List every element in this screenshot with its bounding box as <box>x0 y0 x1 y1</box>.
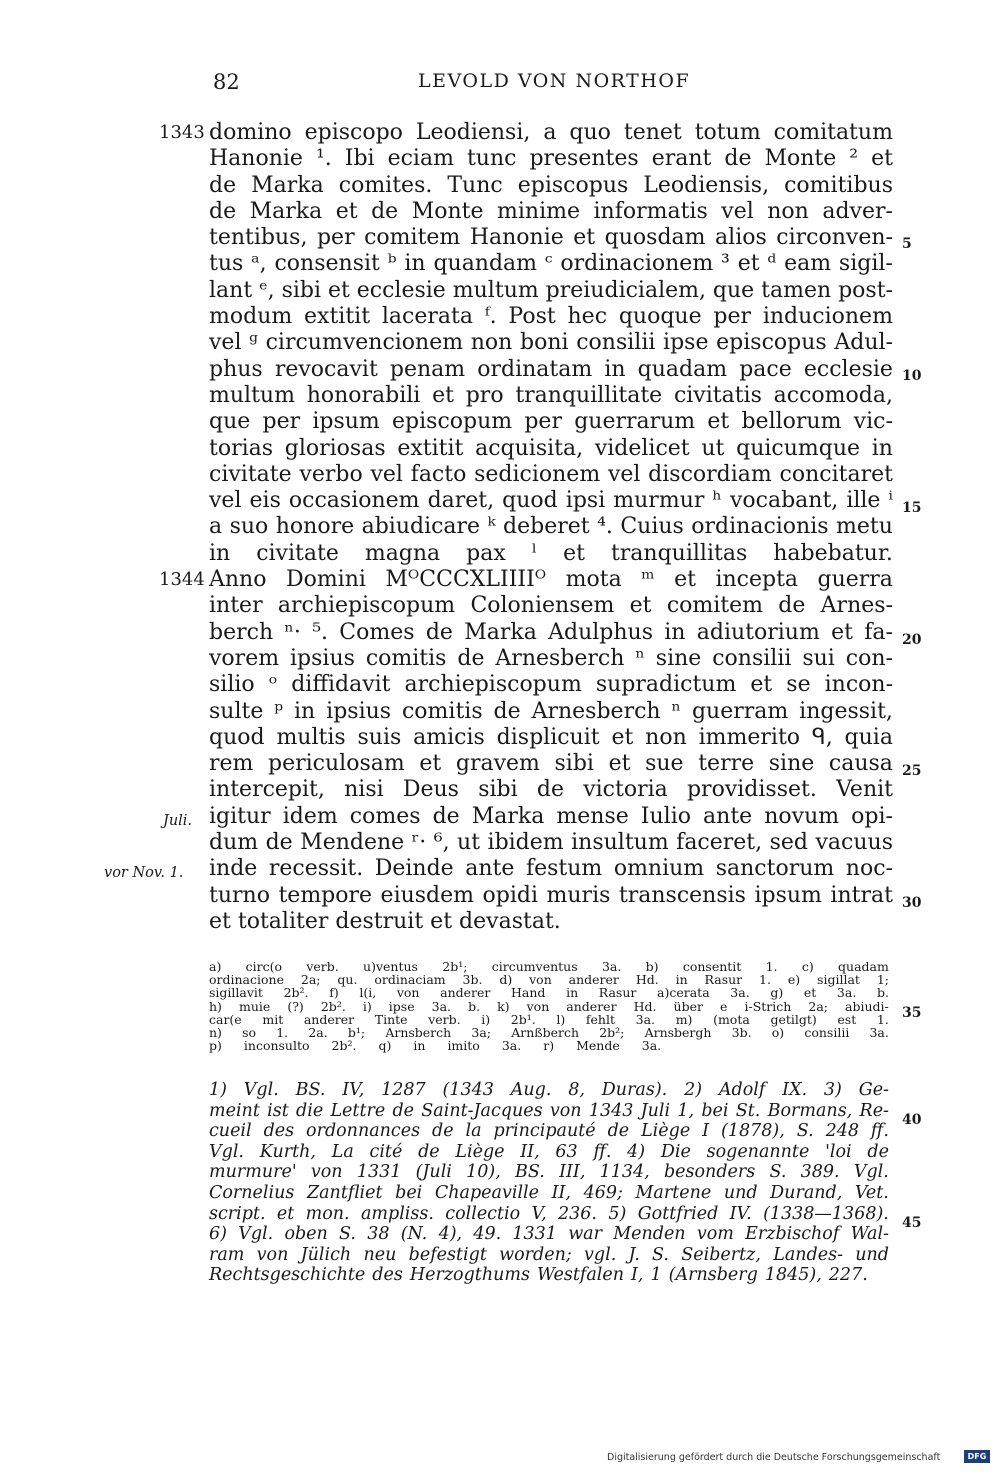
commentary-line: ram von Jülich neu befestigt worden; vgl. J. S. Seibertz, Landes- und <box>209 1244 889 1265</box>
commentary-line: Cornelius Zantfliet bei Chapeaville II, 469; Martene und Durand, Vet. <box>209 1182 889 1203</box>
text-line: turno tempore eiusdem opidi muris transcensis ipsum intrat <box>209 882 893 908</box>
commentary-line: murmure' von 1331 (Juli 10), BS. III, 1134, besonders S. 389. Vgl. <box>209 1162 889 1183</box>
text-line: civitate verbo vel facto sedicionem vel discordiam concitaret <box>209 461 893 487</box>
text-line: a suo honore abiudicare ᵏ deberet ⁴. Cuius ordinacionis metu <box>209 514 893 540</box>
text-line: rem periculosam et gravem sibi et sue terre sine causa <box>209 751 893 777</box>
commentary-notes <box>209 1080 889 1286</box>
main-text <box>209 120 893 935</box>
text-line: vel eis occasionem daret, quod ipsi murmur ʰ vocabant, ille ⁱ <box>209 488 893 514</box>
apparatus-line: a) circ(o verb. u)ventus 2b¹; circumventus 3a. b) consentit 1. c) quadam <box>209 959 889 974</box>
line-number-15: 15 <box>902 500 922 516</box>
line-number-20: 20 <box>902 632 922 648</box>
margin-date-vor-nov: vor Nov. 1. <box>104 865 184 881</box>
text-line: quod multis suis amicis displicuit et non immerito ᑫ, quia <box>209 724 893 750</box>
text-line: lant ᵉ, sibi et ecclesie multum preiudicialem, que tamen post- <box>209 277 893 303</box>
commentary-line: 1) Vgl. BS. IV, 1287 (1343 Aug. 8, Duras). 2) Adolf IX. 3) Ge- <box>209 1080 889 1100</box>
line-number-10: 10 <box>902 368 922 384</box>
commentary-line: Rechtsgeschichte des Herzogthums Westfalen I, 1 (Arnsberg 1845), 227. <box>209 1265 868 1286</box>
text-line: intercepit, nisi Deus sibi de victoria providisset. Venit <box>209 777 893 803</box>
text-line: domino episcopo Leodiensi, a quo tenet totum comitatum <box>209 120 893 145</box>
text-line: que per ipsum episcopum per guerrarum et bellorum vic- <box>209 409 893 435</box>
text-line: vorem ipsius comitis de Arnesberch ⁿ sine consilii sui con- <box>209 645 893 671</box>
apparatus-line: p) inconsulto 2b². q) in imito 3a. r) Mende 3a. <box>209 1038 662 1054</box>
apparatus-line: n) so 1. 2a. b¹; Arnsberch 3a; Arnßberch 2b²; Arnsbergh 3b. o) consilii 3a. <box>209 1024 889 1040</box>
text-line: vel ᵍ circumvencionem non boni consilii ipse episcopus Adul- <box>209 330 893 356</box>
text-line: phus revocavit penam ordinatam in quadam pace ecclesie <box>209 356 893 382</box>
text-line: Hanonie ¹. Ibi eciam tunc presentes erant de Monte ² et <box>209 146 893 172</box>
text-line: et totaliter destruit et devastat. <box>209 908 561 934</box>
text-line: torias gloriosas extitit acquisita, videlicet ut quicumque in <box>209 435 893 461</box>
text-line: modum extitit lacerata ᶠ. Post hec quoque per inducionem <box>209 304 893 330</box>
commentary-line: meint ist die Lettre de Saint-Jacques von 1343 Juli 1, bei St. Bormans, Re- <box>209 1100 889 1121</box>
dfg-logo: DFG <box>964 1450 990 1463</box>
text-line: Anno Domini MᴼCCCXLIIIIᴼ mota ᵐ et incepta guerra <box>209 567 893 593</box>
text-line: dum de Mendene ʳ· ⁶, ut ibidem insultum faceret, sed vacuus <box>209 830 893 856</box>
text-line: multum honorabili et pro tranquillitate civitatis accomoda, <box>209 382 893 408</box>
apparatus-line: car(e mit anderer Tinte verb. i) 2b¹. l) fehlt 3a. m) (mota getilgt) est 1. <box>209 1011 889 1027</box>
line-number-30: 30 <box>902 895 922 911</box>
page-number: 82 <box>213 70 240 94</box>
text-line: igitur idem comes de Marka mense Iulio ante novum opi- <box>209 803 893 829</box>
text-line: tentibus, per comitem Hanonie et quosdam alios circonven- <box>209 225 893 251</box>
margin-date-juli: Juli. <box>163 813 193 829</box>
text-line: sulte ᵖ in ipsius comitis de Arnesberch ⁿ guerram ingessit, <box>209 698 893 724</box>
commentary-line: cueil des ordonnances de la principauté de Liège I (1878), S. 248 ff. <box>209 1121 889 1142</box>
digitization-credit: Digitalisierung gefördert durch die Deutsche Forschungsgemeinschaft <box>607 1452 941 1463</box>
line-number-35: 35 <box>902 1005 922 1021</box>
text-line: de Marka et de Monte minime informatis vel non adver- <box>209 198 893 224</box>
apparatus-line: sigillavit 2b². f) l(i, von anderer Hand in Rasur a)cerata 3a. g) et 3a. b. <box>209 985 889 1001</box>
text-line: berch ⁿ· ⁵. Comes de Marka Adulphus in adiutorium et fa- <box>209 619 893 645</box>
apparatus-line: ordinacione 2a; qu. ordinaciam 3b. d) von anderer Hd. in Rasur 1. e) sigillat 1; <box>209 972 889 988</box>
text-line: inter archiepiscopum Coloniensem et comitem de Arnes- <box>209 593 893 619</box>
commentary-line: Vgl. Kurth, La cité de Liège II, 63 ff. 4) Die sogenannte 'loi de <box>209 1141 889 1162</box>
text-line: de Marka comites. Tunc episcopus Leodiensis, comitibus <box>209 172 893 198</box>
running-title: LEVOLD VON NORTHOF <box>418 70 691 92</box>
line-number-45: 45 <box>902 1215 922 1231</box>
apparatus-line: h) muie (?) 2b². i) ipse 3a. b. k) von anderer Hd. über e i-Strich 2a; abiudi- <box>209 998 889 1014</box>
line-number-40: 40 <box>902 1112 922 1128</box>
text-line: tus ᵃ, consensit ᵇ in quandam ᶜ ordinacionem ³ et ᵈ eam sigil- <box>209 251 893 277</box>
critical-apparatus <box>209 960 889 1052</box>
commentary-line: 6) Vgl. oben S. 38 (N. 4), 49. 1331 war Menden vom Erzbischof Wal- <box>209 1224 889 1245</box>
text-line: inde recessit. Deinde ante festum omnium sanctorum noc- <box>209 856 893 882</box>
commentary-line: script. et mon. ampliss. collectio V, 236. 5) Gottfried IV. (1338—1368). <box>209 1203 889 1224</box>
text-line: in civitate magna pax ˡ et tranquillitas habebatur. <box>209 540 893 566</box>
line-number-25: 25 <box>902 763 922 779</box>
text-line: silio ᵒ diffidavit archiepiscopum supradictum et se incon- <box>209 672 893 698</box>
line-number-5: 5 <box>902 236 912 252</box>
margin-year-1344: 1344 <box>159 569 205 590</box>
margin-year-1343: 1343 <box>159 122 205 143</box>
